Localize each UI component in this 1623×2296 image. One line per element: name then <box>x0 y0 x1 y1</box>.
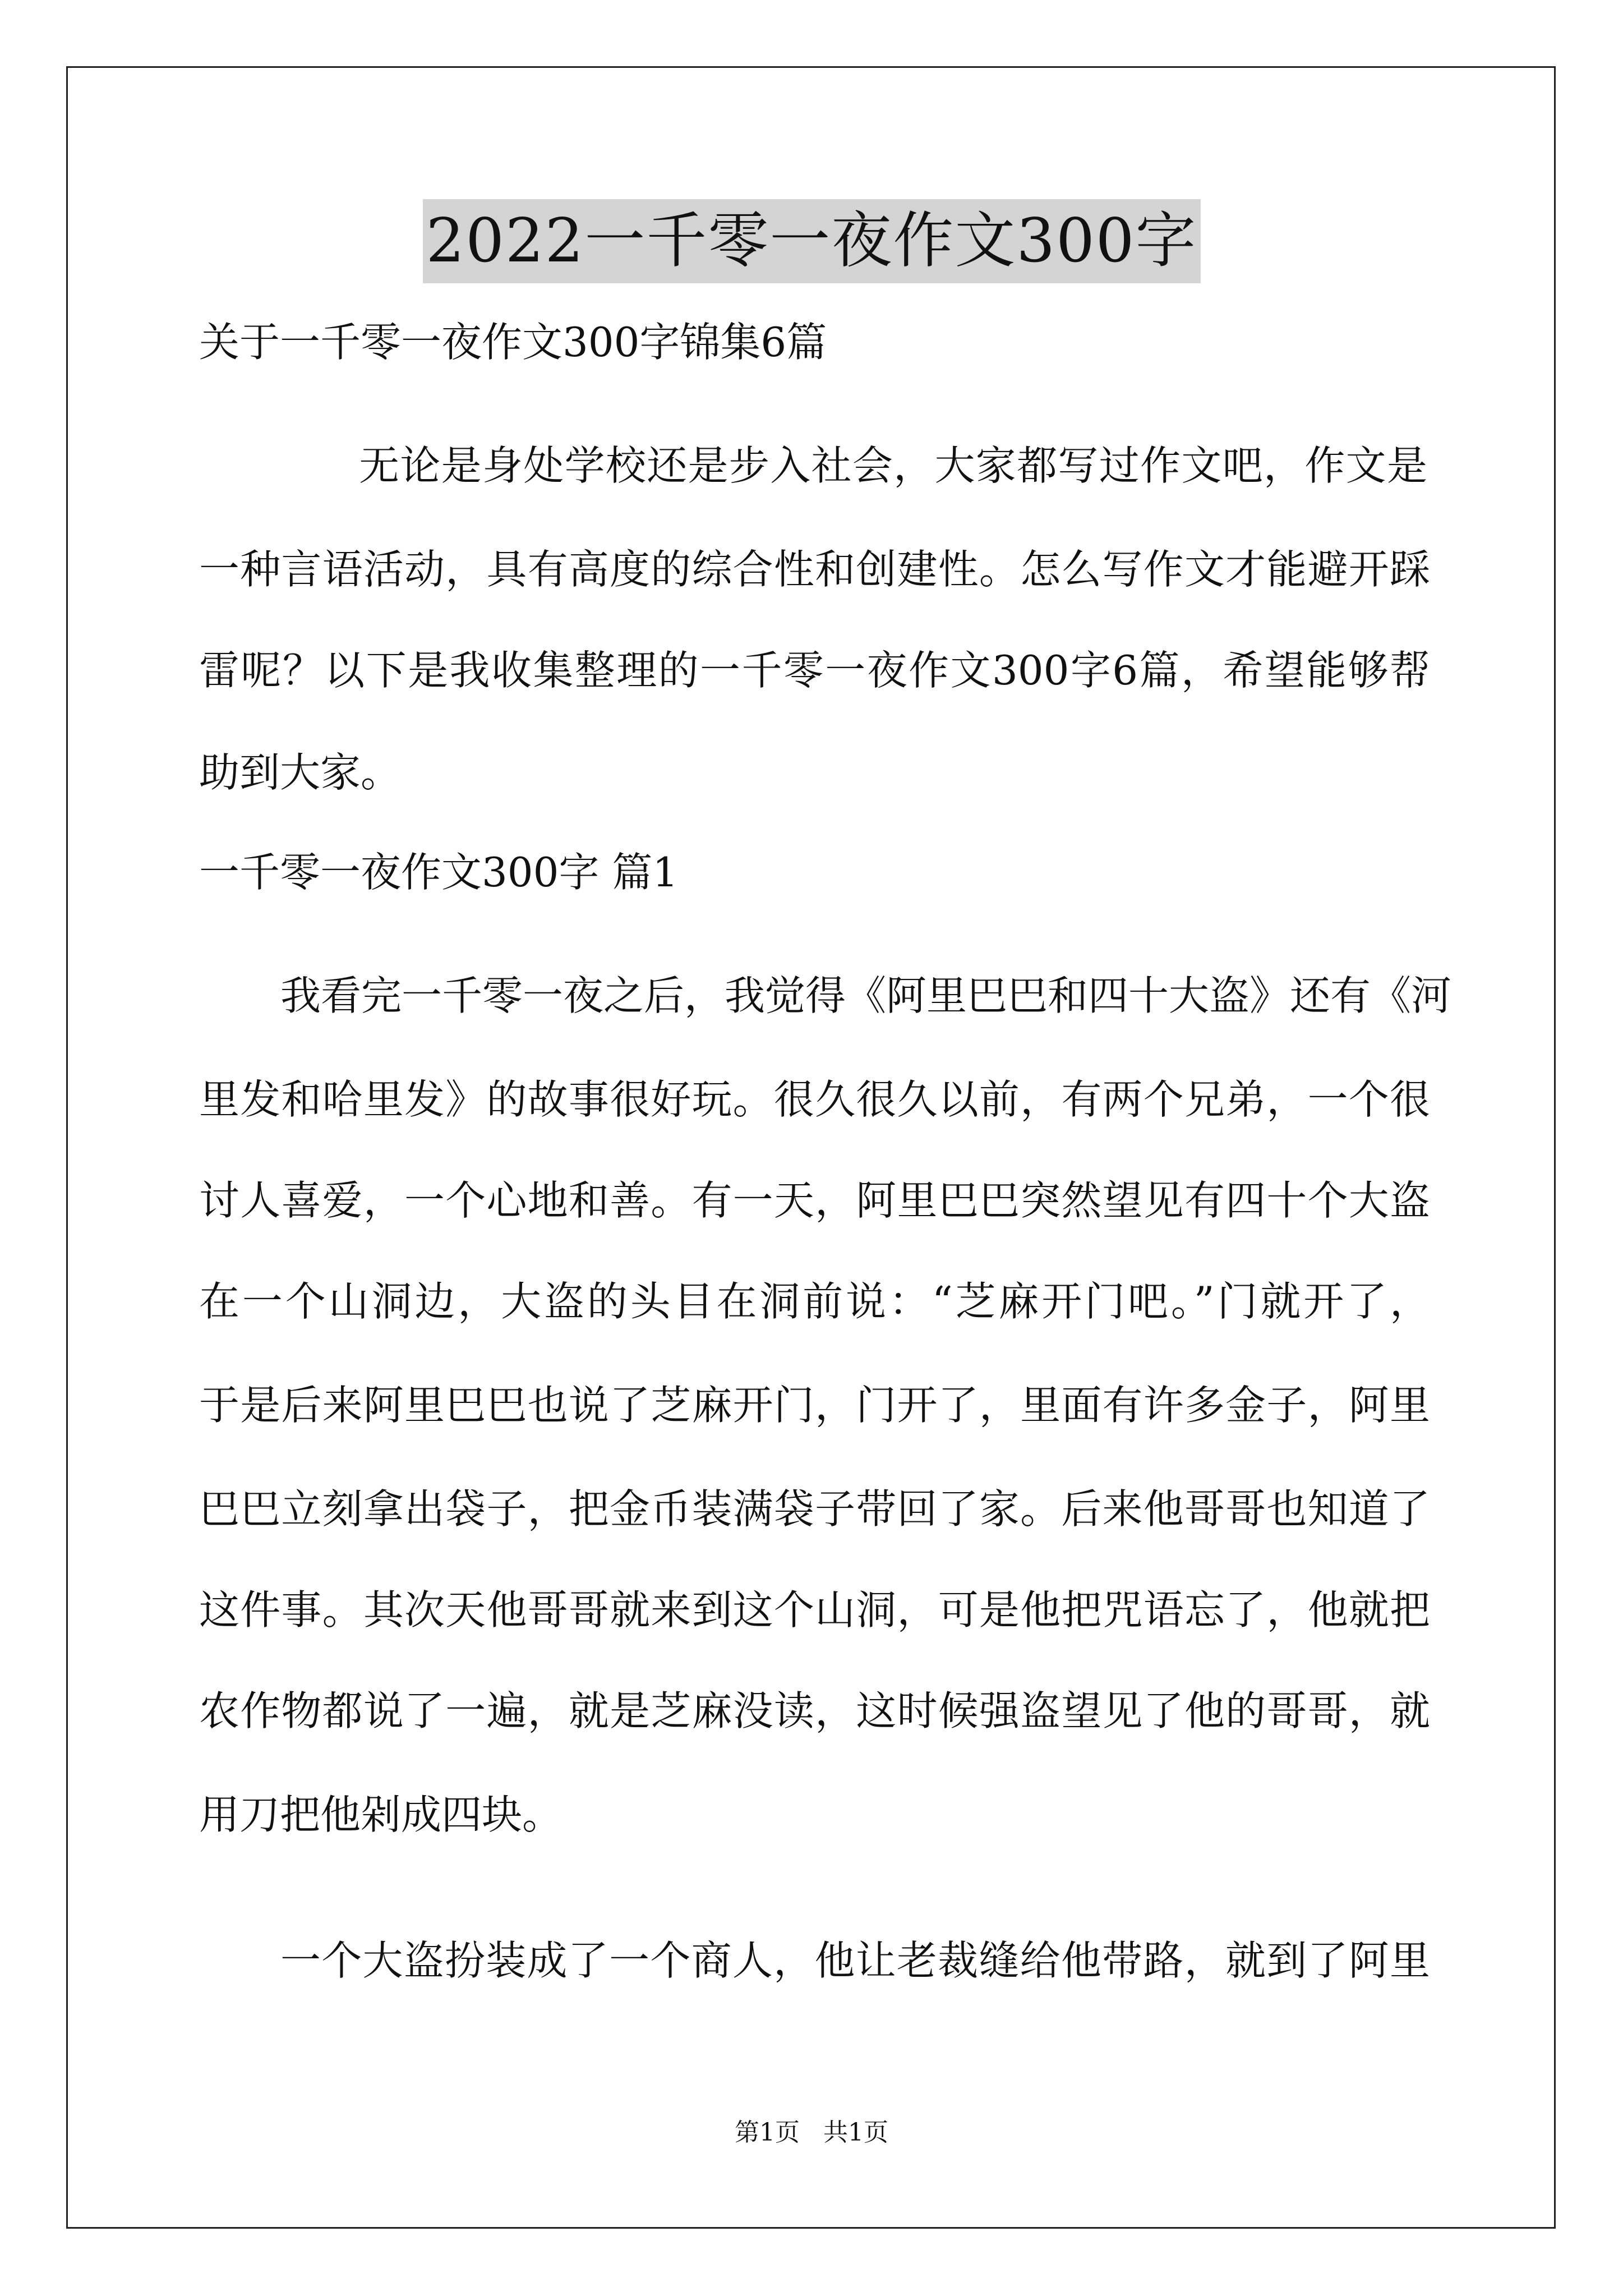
para1-line: 巴巴立刻拿出袋子，把金币装满袋子带回了家。后来他哥哥也知道了 <box>199 1485 1430 1533</box>
page-footer <box>0 2116 1623 2150</box>
intro-line: 雷呢？以下是我收集整理的一千零一夜作文300字6篇，希望能够帮 <box>199 647 1430 694</box>
intro-line: 助到大家。 <box>199 749 402 796</box>
para1-line: 在一个山洞边，大盗的头目在洞前说：“芝麻开门吧。”门就开了， <box>199 1278 1430 1325</box>
intro-line: 一种言语活动，具有高度的综合性和创建性。怎么写作文才能避开踩 <box>199 546 1430 593</box>
para1-line: 用刀把他剁成四块。 <box>199 1791 563 1838</box>
title-container <box>0 199 1623 283</box>
page-total: 共1页 <box>823 2118 888 2147</box>
para1-line: 于是后来阿里巴巴也说了芝麻开门，门开了，里面有许多金子，阿里 <box>199 1382 1430 1429</box>
section-heading: 一千零一夜作文300字 篇1 <box>199 849 679 896</box>
document-title: 2022一千零一夜作文300字 <box>423 199 1201 283</box>
document-subtitle: 关于一千零一夜作文300字锦集6篇 <box>199 319 827 366</box>
para1-line: 这件事。其次天他哥哥就来到这个山洞，可是他把咒语忘了，他就把 <box>199 1586 1430 1634</box>
para1-line: 农作物都说了一遍，就是芝麻没读，这时候强盗望见了他的哥哥，就 <box>199 1687 1430 1734</box>
para2-line: 一个大盗扮装成了一个商人，他让老裁缝给他带路，就到了阿里 <box>280 1937 1430 1984</box>
para1-line: 我看完一千零一夜之后，我觉得《阿里巴巴和四十大盗》还有《河 <box>280 972 1452 1019</box>
para1-line: 里发和哈里发》的故事很好玩。很久很久以前，有两个兄弟，一个很 <box>199 1076 1430 1123</box>
para1-line: 讨人喜爱，一个心地和善。有一天，阿里巴巴突然望见有四十个大盗 <box>199 1177 1430 1224</box>
page-border <box>66 66 1556 2229</box>
intro-line: 无论是身处学校还是步入社会，大家都写过作文吧，作文是 <box>359 442 1427 489</box>
page-current: 第1页 <box>735 2118 800 2147</box>
